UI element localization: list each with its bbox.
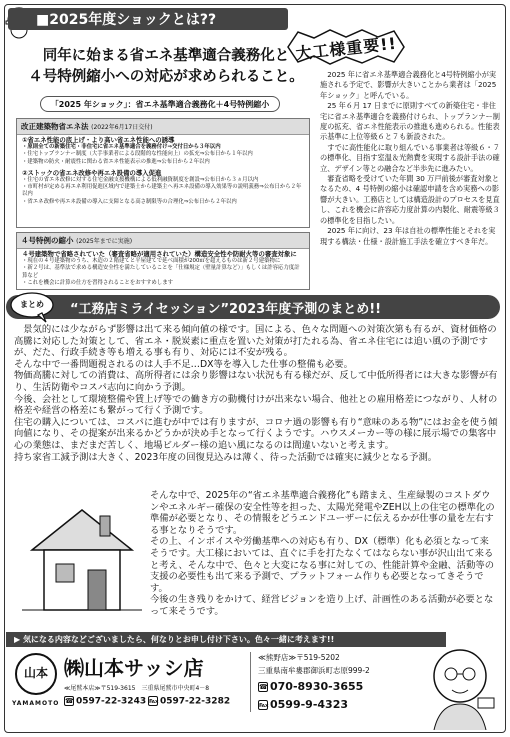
fax-icon: ℻: [259, 701, 269, 709]
phone-icon: ☎: [65, 697, 74, 705]
item2-head: ②ストックの省エネ改修や再エネ設備の導入促進: [22, 168, 162, 177]
yongo-title: [17, 233, 309, 249]
section1-title: [18, 46, 314, 88]
yongo-title-text: ４号特例の縮小: [21, 236, 74, 245]
mascot-illustration-icon: [420, 640, 500, 730]
energy-law-title: [17, 119, 309, 135]
energy-law-title-text: 改正建築物省エネ法: [21, 122, 89, 131]
energy-law-body: [17, 135, 309, 208]
yongo-line: ４号建築物で省略されていた（審査省略が適用されていた）構造安全性や防耐火等の審査対象に: [22, 250, 297, 258]
hq-tel-number[interactable]: 0597-22-3243: [76, 696, 147, 707]
item1-head: ①省エネ性能の底上げ・より高い省エネ性能への誘導: [22, 136, 175, 144]
paragraph: そんな中で一番問題視されるのは人手不足…DX等を導入した仕事の整備も必要。: [14, 358, 353, 370]
yongo-line: ・新２号は、基準法で求める構造安全性を満たしていることを「仕様規定（壁量計算など）」もしくは許容応力度計算など: [22, 265, 300, 279]
item1-line: ・原則全ての新築住宅・非住宅に省エネ基準適合を義務付け⇒交付日から３年以内: [22, 144, 221, 151]
energy-law-box: [16, 118, 310, 228]
section1-header: ■2025年度ショックとは??: [8, 8, 288, 30]
paragraph: 今後の生き残りをかけて、経営ビジョンを造り上げ、計画性のある活動が必要となって来そうです。: [150, 594, 494, 617]
company-name: ㈱山本サッシ店: [64, 656, 204, 680]
branch-name: ≪熊野店≫〒519-5202: [258, 653, 340, 662]
item2-line: ・市町村が定める再エネ利用促進区域内で建築士から建築主へ再エネ設備の導入効果等の説明義務⇒公布日から２年以内: [22, 184, 302, 198]
paragraph: 今後、会社として環境整備や賃上げ等での働き方の動機付けが出来ない場合、他社との雇用格差につながり、人材の格差や経営の格差にも繋がって行く予測です。: [14, 393, 498, 417]
logo-english: YAMAMOTO: [12, 700, 60, 707]
paragraph: その上、インボイスや労働基準への対応も有り、DX（標準）化も必須となって来そうです。大工様においては、直ぐに手を打たなくてはならない事が沢山出て来ると考え、そんな中で、色々と大変になる事に対しての、性能計算や金融、活動等の支援の必要性も出て来る予測で、プラットフォーム作りも必要となってきそうです。: [150, 536, 494, 594]
section1-right-text: 2025 年に省エネ基準適合義務化と4号特例縮小が実施される予定で、影響が大きいことから業者は「2025 年ショック」と呼んでいる。 25 年６月 17 日までに原則すべての新築住宅・非住宅に省エネ基準適合を義務付けられ、トップランナー制度の拡充、省エネ性能表示の推進も進められる。性能表示基準に上位等級６と７も新設された。 すでに高性能化に取り組んでいる事業者は等級６・７の標準化、目指す室温＆光熱費を実現する設計手法の確立、デザイン等との融合など半歩先に進みたい。 審査省略を受けていた年間 30 万戸前後が審査対象となるため、4 号特例の縮小は確認申請を含め実務への影響が大きい。工務店としては構造設計のプロセスを見直し、これを機会に許容応力度計算の内製化、耐震等級３の標準化を目指したい。 2025 年に向け、23 年は自社の標準性能とそれを実現する構法・仕様・設計施工手法を確立すべき年だ。: [320, 70, 500, 246]
yongo-box: [16, 232, 310, 290]
item2-line: ・住宅の省エネ改修に対する住宅金融支援機構による低利融資制度を創設⇒公布日から３ヵ月以内: [22, 177, 259, 184]
branch-fax: [258, 698, 348, 711]
branch-address: 三重県南牟婁郡御浜町志原999-2: [258, 666, 370, 675]
matome-text: まとめ: [20, 300, 44, 309]
section2-body: [14, 324, 498, 463]
yongo-body: [17, 249, 309, 289]
paragraph: 住宅の購入については、コスパに進むが中では有りますが、コロナ過の影響も有り“意味のある物”にはお金を使う傾向値になり、その提案が出来るかどうかが決め手となって行くようです。ハウスメーカー等の様に展示場での集客中心の業態は、まだまだ苦しく、地場ビルダー様の追い風になるのは間違いないと考えます。: [14, 416, 498, 451]
house-illustration-icon: [22, 490, 142, 620]
hq-address: ≪尾鷲本店≫〒519-3615 三重県尾鷲市中央町4－8: [64, 685, 210, 692]
paragraph: そんな中で、2025年の“省エネ基準適合義務化”も踏まえ、生産緑製のコストダウンやエネルギー確保の安全性等を担った、太陽光発電やZEH以上の住宅の標準化の準備が必要となり、その情報をどうエンドユーザーに伝えるかが仕事の量を左右する事となりそうです。: [150, 490, 495, 536]
paragraph: 景気的には少ながらず影響は出て来る傾向値の様です。国による、色々な問題への対策次第も有るが、資材価格の高騰に対応した対策として、省エネ・脱炭素に重点を置いた対策が打たれる為、省エネ住宅には追い風の予測ですが、だた、行政手続き等も増える事も有り、対応には不安が残る。: [14, 324, 497, 359]
branch-tel-number[interactable]: 070-8930-3655: [270, 680, 364, 693]
branch-fax-number: 0599-9-4323: [270, 698, 349, 711]
energy-law-title-note: (2022年6月17日交付): [91, 124, 153, 131]
hq-tel: [64, 696, 146, 707]
item1-line: ・住宅トップランナー制度（大手事業者による段階的な性能向上）の拡充⇒公布日から１年以内: [22, 151, 253, 158]
logo-char: 山本: [23, 666, 48, 680]
yongo-line: ・これを機会に計算の仕方を習得されることをおすすめします: [22, 279, 173, 286]
footer-divider: [250, 652, 251, 712]
contact-bar: ▶ 気になる内容などございましたら、何なりとお申し付け下さい。色々一緒に考えます!!: [6, 632, 446, 647]
title-line-1: 同年に始まる省エネ基準適合義務化と: [42, 48, 290, 64]
summary-pill: 「2025 年ショック」：省エネ基準適合義務化＋4号特例縮小: [40, 96, 280, 112]
paragraph: 持ち家省工減予測は大きく、2023年度の回復見込みは薄く、待った活動では確実に減少となる予測。: [14, 451, 438, 463]
item1-line: ・建築物の防火・耐震性に関わる省エネ性能表示の推進⇒公布日から２年以内: [22, 158, 210, 165]
phone-icon: ☎: [259, 683, 268, 691]
branch-tel: [258, 680, 363, 693]
yongo-line: ・現在の４号建築物のうち、木造の２階建てと平屋建てで延べ面積が200㎡を超えるものは新２号建築物に: [22, 258, 281, 265]
stamp-text: 大工様重要!!: [294, 33, 398, 63]
yongo-title-note: (2025年までに実施): [76, 238, 133, 245]
matome-badge: [10, 291, 56, 323]
hq-fax-number: 0597-22-3282: [160, 696, 231, 707]
title-line-2: ４号特例縮小への対応が求められること。: [28, 69, 304, 85]
hq-fax: [148, 696, 230, 707]
fax-icon: ℻: [149, 697, 159, 705]
section2-body-right: [150, 490, 498, 618]
paragraph: 物価高騰に対しての消費は、高所得者には余り影響はない状況も有る様だが、反して中低所得者には大きな影響が有り、生活防衛やコスパ志向に向かう予測。: [14, 370, 498, 393]
item2-line: ・省エネ改修や再エネ設備の導入に支障となる高さ制限等の合理化⇒公布日から２年以内: [22, 198, 237, 205]
section2-header: “工務店ミライセッション”2023年度予測のまとめ!!: [6, 295, 500, 319]
